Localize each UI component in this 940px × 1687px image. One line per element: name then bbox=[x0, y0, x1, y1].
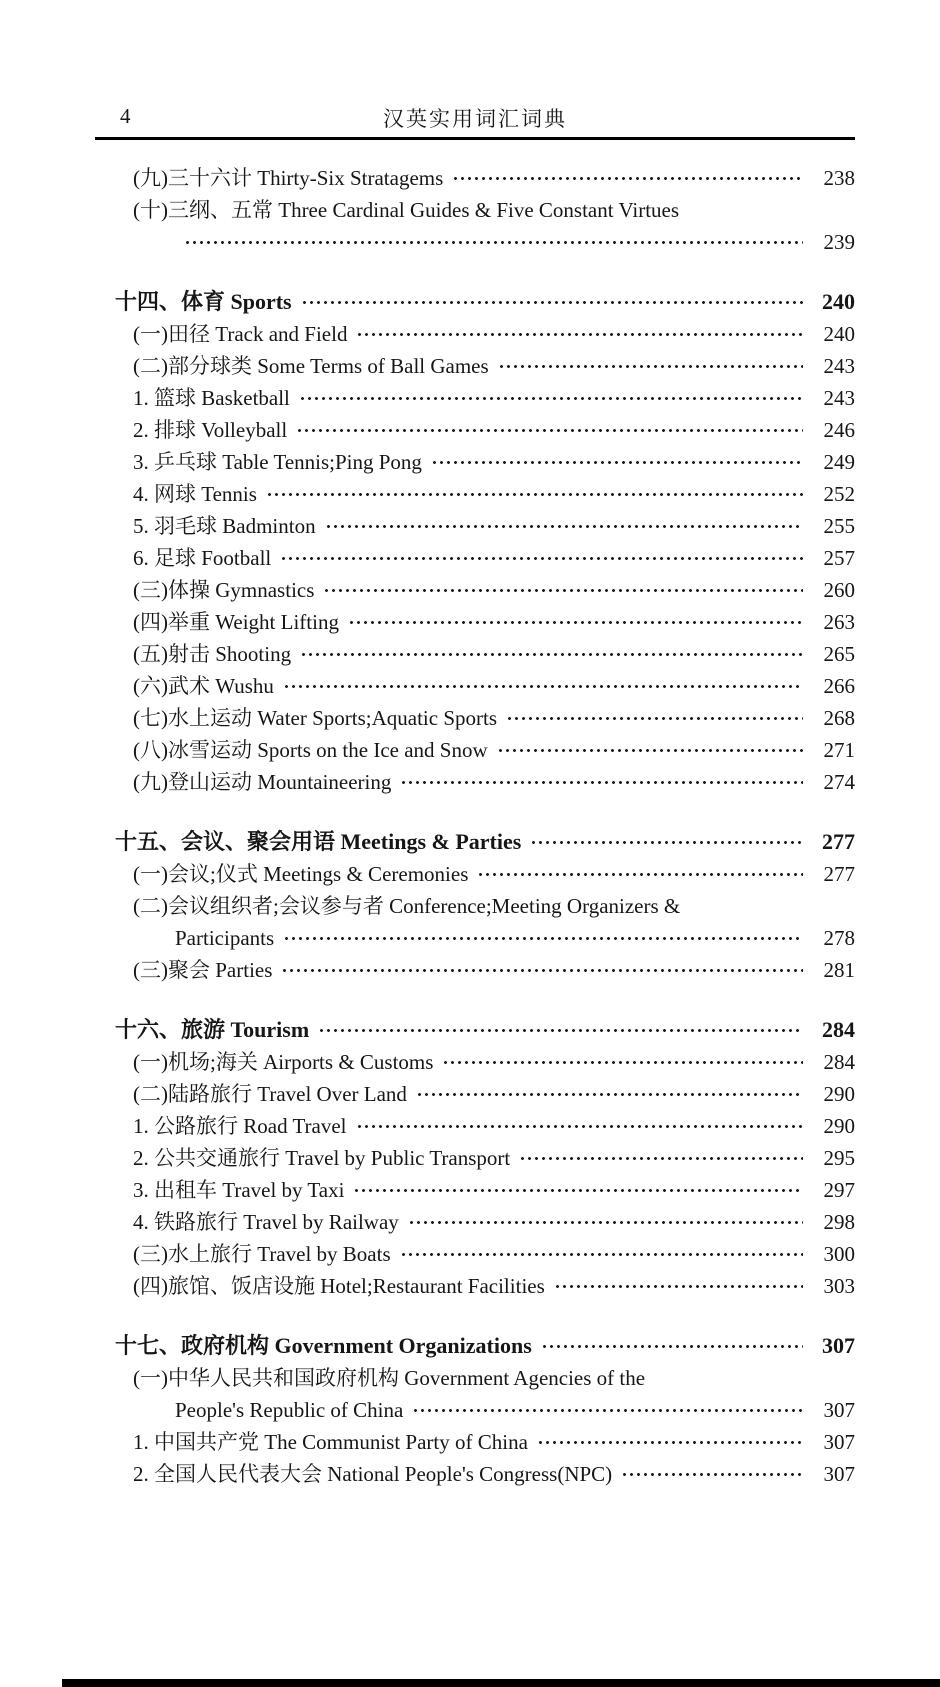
dot-leader bbox=[431, 446, 803, 478]
toc-entry-page: 274 bbox=[823, 770, 855, 794]
toc-entry-page: 290 bbox=[823, 1114, 855, 1138]
toc-entry-label: 3. 出租车 Travel by Taxi bbox=[133, 1178, 345, 1202]
dot-leader bbox=[408, 1206, 803, 1238]
dot-leader bbox=[412, 1394, 803, 1426]
toc-entry-page: 307 bbox=[823, 1398, 855, 1422]
toc-entry-page: 240 bbox=[823, 322, 855, 346]
toc-entry-label: 4. 铁路旅行 Travel by Railway bbox=[133, 1210, 399, 1234]
dot-leader bbox=[283, 922, 803, 954]
toc-entry-label: 十四、体育 Sports bbox=[115, 289, 292, 314]
toc-entry bbox=[95, 1426, 855, 1458]
dot-leader bbox=[280, 542, 803, 574]
dot-leader bbox=[301, 286, 803, 318]
toc-entry-label: 3. 乒乓球 Table Tennis;Ping Pong bbox=[133, 450, 422, 474]
dot-leader bbox=[442, 1046, 803, 1078]
toc-entry bbox=[95, 702, 855, 734]
scan-edge-bar bbox=[62, 1679, 940, 1687]
toc-entry-label: (八)冰雪运动 Sports on the Ice and Snow bbox=[133, 738, 488, 762]
dot-leader bbox=[184, 226, 803, 258]
toc-entry bbox=[95, 162, 855, 194]
toc-entry bbox=[95, 858, 855, 890]
toc-entry-page: 277 bbox=[822, 829, 855, 854]
dot-leader bbox=[498, 350, 803, 382]
dot-leader bbox=[400, 1238, 803, 1270]
toc-entry-continuation bbox=[95, 226, 855, 258]
toc-entry-label: (一)机场;海关 Airports & Customs bbox=[133, 1050, 434, 1074]
toc-entry-label: (六)武术 Wushu bbox=[133, 674, 274, 698]
dot-leader bbox=[353, 1174, 803, 1206]
dot-leader bbox=[356, 318, 803, 350]
toc-entry-page: 271 bbox=[823, 738, 855, 762]
toc-entry-page: 278 bbox=[823, 926, 855, 950]
dot-leader bbox=[356, 1110, 803, 1142]
dot-leader bbox=[400, 766, 803, 798]
toc-entry-page: 307 bbox=[823, 1430, 855, 1454]
toc-entry bbox=[95, 1046, 855, 1078]
toc-entry bbox=[95, 194, 855, 226]
toc-entry-label: 2. 全国人民代表大会 National People's Congress(NPC) bbox=[133, 1462, 613, 1486]
dot-leader bbox=[541, 1330, 803, 1362]
dot-leader bbox=[325, 510, 803, 542]
toc-entry-label: 1. 篮球 Basketball bbox=[133, 386, 290, 410]
dot-leader bbox=[477, 858, 803, 890]
toc-entry bbox=[95, 574, 855, 606]
dot-leader bbox=[300, 638, 803, 670]
toc-entry-page: 249 bbox=[823, 450, 855, 474]
toc-entry-continuation bbox=[95, 922, 855, 954]
toc-entry bbox=[95, 1458, 855, 1490]
toc-entry bbox=[95, 510, 855, 542]
toc-entry-label: 十七、政府机构 Government Organizations bbox=[115, 1333, 532, 1358]
dot-leader bbox=[497, 734, 803, 766]
toc-entry bbox=[95, 350, 855, 382]
toc-entry-page: 303 bbox=[823, 1274, 855, 1298]
toc-entry-label: 2. 排球 Volleyball bbox=[133, 418, 288, 442]
toc-entry-page: 297 bbox=[823, 1178, 855, 1202]
toc-entry bbox=[95, 734, 855, 766]
toc-entry-page: 295 bbox=[823, 1146, 855, 1170]
dot-leader bbox=[299, 382, 803, 414]
toc-entry-page: 263 bbox=[823, 610, 855, 634]
toc-entry-label: 4. 网球 Tennis bbox=[133, 482, 257, 506]
toc-entry-page: 243 bbox=[823, 354, 855, 378]
toc-entry-label: (三)聚会 Parties bbox=[133, 958, 273, 982]
toc-entry-page: 238 bbox=[823, 166, 855, 190]
toc-entry bbox=[95, 1110, 855, 1142]
toc-entry-label: (四)举重 Weight Lifting bbox=[133, 610, 339, 634]
toc-entry-label: (九)三十六计 Thirty-Six Stratagems bbox=[133, 166, 444, 190]
dot-leader bbox=[452, 162, 803, 194]
dot-leader bbox=[416, 1078, 803, 1110]
toc-entry-page: 246 bbox=[823, 418, 855, 442]
dot-leader bbox=[323, 574, 803, 606]
toc-entry-label: (三)体操 Gymnastics bbox=[133, 578, 315, 602]
toc-entry bbox=[95, 1142, 855, 1174]
toc-entry-page: 268 bbox=[823, 706, 855, 730]
toc-entry-label: (二)陆路旅行 Travel Over Land bbox=[133, 1082, 407, 1106]
toc-entry-page: 260 bbox=[823, 578, 855, 602]
toc-entry bbox=[95, 1270, 855, 1302]
toc-entry bbox=[95, 1078, 855, 1110]
header-rule bbox=[95, 137, 855, 140]
toc-entry bbox=[95, 954, 855, 986]
toc-entry-label: (九)登山运动 Mountaineering bbox=[133, 770, 392, 794]
toc-entry-page: 252 bbox=[823, 482, 855, 506]
dot-leader bbox=[537, 1426, 803, 1458]
toc-entry-page: 281 bbox=[823, 958, 855, 982]
toc-entry bbox=[95, 1330, 855, 1362]
toc-entry-page: 257 bbox=[823, 546, 855, 570]
toc-entry bbox=[95, 826, 855, 858]
toc-entry-page: 300 bbox=[823, 1242, 855, 1266]
toc-entry-label: (一)中华人民共和国政府机构 Government Agencies of the bbox=[133, 1366, 646, 1390]
dot-leader bbox=[296, 414, 803, 446]
toc-entry-page: 243 bbox=[823, 386, 855, 410]
toc-entry bbox=[95, 1238, 855, 1270]
toc-entry-label: (四)旅馆、饭店设施 Hotel;Restaurant Facilities bbox=[133, 1274, 545, 1298]
toc-entry-label: (十)三纲、五常 Three Cardinal Guides & Five Constant Virtues bbox=[133, 198, 680, 222]
toc-entry-page: 298 bbox=[823, 1210, 855, 1234]
dot-leader bbox=[621, 1458, 803, 1490]
toc-entry-page: 307 bbox=[822, 1333, 855, 1358]
book-title: 汉英实用词汇词典 bbox=[383, 107, 567, 131]
toc-entry bbox=[95, 890, 855, 922]
toc-entry bbox=[95, 382, 855, 414]
toc-entry-label: 5. 羽毛球 Badminton bbox=[133, 514, 316, 538]
toc-entry-label: (一)会议;仪式 Meetings & Ceremonies bbox=[133, 862, 469, 886]
page-number: 4 bbox=[120, 104, 131, 128]
toc-entry-label: 十六、旅游 Tourism bbox=[115, 1017, 310, 1042]
dot-leader bbox=[519, 1142, 803, 1174]
toc-entry bbox=[95, 1206, 855, 1238]
toc-entry bbox=[95, 542, 855, 574]
toc-entry-label: (三)水上旅行 Travel by Boats bbox=[133, 1242, 391, 1266]
toc-entry bbox=[95, 446, 855, 478]
toc-entry bbox=[95, 638, 855, 670]
dot-leader bbox=[318, 1014, 803, 1046]
toc-entry bbox=[95, 766, 855, 798]
toc-entry bbox=[95, 286, 855, 318]
toc-entry-label: (五)射击 Shooting bbox=[133, 642, 292, 666]
toc-entry bbox=[95, 606, 855, 638]
toc-entry-page: 240 bbox=[822, 289, 855, 314]
toc-entry bbox=[95, 1174, 855, 1206]
toc-entry bbox=[95, 414, 855, 446]
toc-entry-page: 266 bbox=[823, 674, 855, 698]
toc-entry-page: 290 bbox=[823, 1082, 855, 1106]
toc-entry-continuation bbox=[95, 1394, 855, 1426]
toc-entry-label: 十五、会议、聚会用语 Meetings & Parties bbox=[115, 829, 522, 854]
toc-entry-page: 277 bbox=[823, 862, 855, 886]
toc-entry-label: 1. 中国共产党 The Communist Party of China bbox=[133, 1430, 528, 1454]
toc-entry-label: 1. 公路旅行 Road Travel bbox=[133, 1114, 347, 1138]
toc-entry-page: 307 bbox=[823, 1462, 855, 1486]
toc-entry-page: 265 bbox=[823, 642, 855, 666]
toc-entry-page: 284 bbox=[822, 1017, 855, 1042]
dot-leader bbox=[554, 1270, 803, 1302]
toc-entry bbox=[95, 478, 855, 510]
dot-leader bbox=[283, 670, 803, 702]
dot-leader bbox=[281, 954, 803, 986]
dot-leader bbox=[266, 478, 803, 510]
dot-leader bbox=[506, 702, 803, 734]
toc-entry-label: 6. 足球 Football bbox=[133, 546, 272, 570]
toc-entry-label: Participants bbox=[175, 926, 275, 950]
toc-entry bbox=[95, 1014, 855, 1046]
page-header bbox=[95, 0, 855, 140]
toc-entry-label: People's Republic of China bbox=[175, 1398, 404, 1422]
dot-leader bbox=[530, 826, 803, 858]
toc-entry bbox=[95, 318, 855, 350]
toc-entry-label: 2. 公共交通旅行 Travel by Public Transport bbox=[133, 1146, 511, 1170]
toc-entry-label: (一)田径 Track and Field bbox=[133, 322, 348, 346]
toc-entry-page: 255 bbox=[823, 514, 855, 538]
toc-entry-page: 284 bbox=[823, 1050, 855, 1074]
toc-entry-label: (二)部分球类 Some Terms of Ball Games bbox=[133, 354, 489, 378]
toc-entry bbox=[95, 670, 855, 702]
toc-entry bbox=[95, 1362, 855, 1394]
dot-leader bbox=[348, 606, 803, 638]
toc-entry-label: (七)水上运动 Water Sports;Aquatic Sports bbox=[133, 706, 498, 730]
toc-entry-page: 239 bbox=[823, 230, 855, 254]
toc-entry-label: (二)会议组织者;会议参与者 Conference;Meeting Organizers & bbox=[133, 894, 681, 918]
toc-list bbox=[95, 140, 855, 1490]
